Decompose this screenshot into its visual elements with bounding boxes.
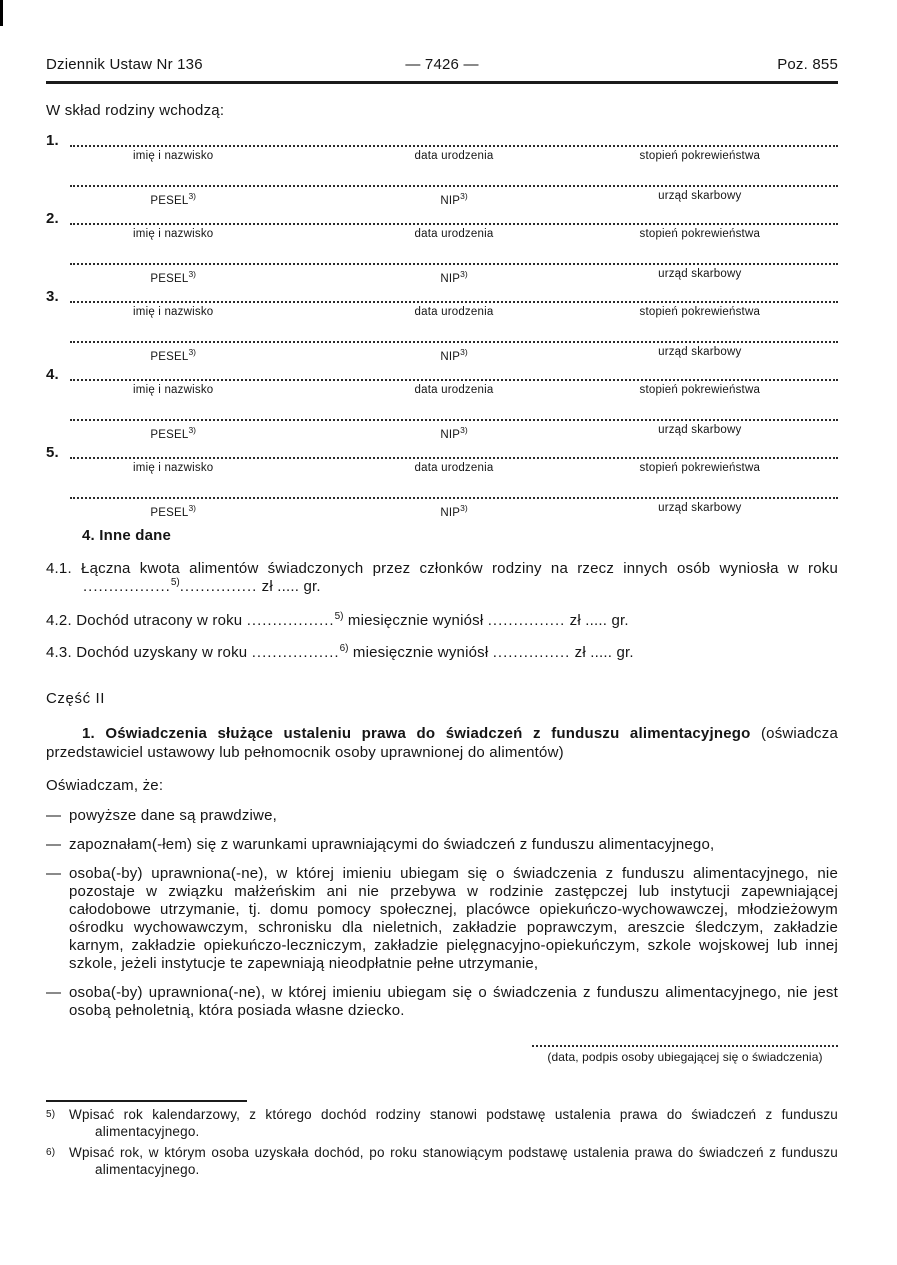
dash-bullet: — bbox=[46, 865, 62, 882]
label-birth-date: data urodzenia bbox=[414, 150, 494, 162]
declaration-item bbox=[46, 984, 838, 1020]
fill-in-amount: ............... bbox=[492, 644, 571, 661]
label-nip: NIP$^{3)}$ bbox=[440, 503, 468, 519]
fill-in-line-person bbox=[70, 370, 838, 381]
label-kinship: stopień pokrewieństwa bbox=[639, 462, 761, 474]
footnote-ref-5: 5) bbox=[170, 577, 180, 588]
fill-in-line-ids bbox=[70, 410, 838, 421]
label-nip: NIP$^{3)}$ bbox=[440, 347, 468, 363]
family-member-entry bbox=[46, 444, 838, 519]
entry-number: 2. bbox=[46, 210, 59, 227]
page-header bbox=[46, 56, 838, 73]
footnotes bbox=[46, 1100, 838, 1178]
scan-edge-artifact bbox=[0, 0, 3, 26]
item-4-3 bbox=[46, 644, 838, 662]
declaration-item bbox=[46, 807, 838, 825]
label-tax-office: urząd skarbowy bbox=[658, 346, 742, 358]
heading-bold-text: 1. Oświadczenia służące ustaleniu prawa do świadczeń z funduszu alimentacyjnego bbox=[82, 725, 751, 742]
fill-in-year: ................. bbox=[246, 612, 335, 629]
label-birth-date: data urodzenia bbox=[414, 462, 494, 474]
dash-bullet: — bbox=[46, 984, 62, 1001]
signature-block bbox=[532, 1036, 838, 1064]
fill-in-amount: ................. bbox=[83, 578, 171, 595]
fill-in-line-person bbox=[70, 448, 838, 459]
item-number: 4.2. bbox=[46, 612, 72, 629]
item-4-1 bbox=[46, 560, 838, 596]
dash-bullet: — bbox=[46, 807, 62, 824]
label-pesel: PESEL$^{3)}$ bbox=[150, 425, 197, 441]
signature-caption: (data, podpis osoby ubiegającej się o świadczenia) bbox=[547, 1050, 823, 1064]
label-kinship: stopień pokrewieństwa bbox=[639, 306, 761, 318]
entry-number: 1. bbox=[46, 132, 59, 149]
item-text: Dochód utracony w roku bbox=[76, 612, 243, 629]
fill-in-line-ids bbox=[70, 488, 838, 499]
fill-in-line-ids bbox=[70, 332, 838, 343]
fill-in-amount: ............... bbox=[179, 578, 258, 595]
label-name-surname: imię i nazwisko bbox=[133, 384, 214, 396]
label-kinship: stopień pokrewieństwa bbox=[639, 384, 761, 396]
fill-in-line-signature bbox=[532, 1036, 838, 1047]
label-pesel: PESEL$^{3)}$ bbox=[150, 191, 197, 207]
currency-text: zł ..... gr. bbox=[574, 644, 634, 661]
label-name-surname: imię i nazwisko bbox=[133, 228, 214, 240]
label-kinship: stopień pokrewieństwa bbox=[639, 228, 761, 240]
family-member-entry bbox=[46, 210, 838, 285]
currency-text: zł ..... gr. bbox=[569, 612, 629, 629]
footnote-ref-6: 6) bbox=[339, 643, 349, 654]
declaration-item bbox=[46, 865, 838, 973]
footnote-6 bbox=[46, 1144, 838, 1178]
entry-number: 5. bbox=[46, 444, 59, 461]
label-tax-office: urząd skarbowy bbox=[658, 190, 742, 202]
fill-in-amount: ............... bbox=[487, 612, 566, 629]
declaration-list bbox=[46, 807, 838, 1020]
label-tax-office: urząd skarbowy bbox=[658, 268, 742, 280]
item-number: 4.3. bbox=[46, 644, 72, 661]
heading-normal-text: (oświadcza przedstawiciel ustawowy lub pełnomocnik osoby uprawnionej do alimentów) bbox=[46, 725, 838, 761]
label-nip: NIP$^{3)}$ bbox=[440, 269, 468, 285]
page-number: — 7426 — bbox=[405, 56, 479, 73]
declaration-text: zapoznałam(-łem) się z warunkami uprawniającymi do świadczeń z funduszu alimentacyjnego, bbox=[69, 836, 715, 853]
label-nip: NIP$^{3)}$ bbox=[440, 425, 468, 441]
declaration-text: osoba(-by) uprawniona(-ne), w której imieniu ubiegam się o świadczenia z funduszu alimentacyjnego, nie pozostaje w związku małżeńskim ani nie przebywa w rodzinie zastępczej lub instytucji zapewniającej całodobowe utrzymanie, tj. domu pomocy społecznej, placówce opiekuńczo-wychowawczej, młodzieżowym ośrodku wychowawczym, schronisku dla nieletnich, zakładzie poprawczym, areszcie śledczym, zakładzie karnym, zakładzie opiekuńczo-leczniczym, zakładzie pielęgnacyjno-opiekuńczym, szkole wojskowej lub innej szkole, jeżeli instytucje te zapewniają nieodpłatnie pełne utrzymanie, bbox=[69, 865, 838, 972]
declaration-text: powyższe dane są prawdziwe, bbox=[69, 807, 278, 824]
label-birth-date: data urodzenia bbox=[414, 384, 494, 396]
item-text: miesięcznie wyniósł bbox=[347, 612, 484, 629]
footnote-marker: 6) bbox=[46, 1147, 56, 1158]
item-text: Dochód uzyskany w roku bbox=[76, 644, 248, 661]
footnote-rule bbox=[46, 1100, 247, 1102]
fill-in-year: ................. bbox=[251, 644, 340, 661]
fill-in-line-person bbox=[70, 136, 838, 147]
item-text: Łączna kwota alimentów świadczonych przez członków rodziny na rzecz innych osób wyniosła w roku bbox=[81, 560, 839, 577]
label-name-surname: imię i nazwisko bbox=[133, 150, 214, 162]
declaration-text: osoba(-by) uprawniona(-ne), w której imieniu ubiegam się o świadczenia z funduszu alimentacyjnego, nie jest osobą pełnoletnią, która posiada własne dziecko. bbox=[69, 984, 838, 1019]
family-member-entry bbox=[46, 288, 838, 363]
header-rule bbox=[46, 81, 838, 84]
family-entries bbox=[46, 132, 838, 519]
label-name-surname: imię i nazwisko bbox=[133, 462, 214, 474]
declaration-item bbox=[46, 836, 838, 854]
journal-title: Dziennik Ustaw Nr 136 bbox=[46, 56, 203, 73]
label-kinship: stopień pokrewieństwa bbox=[639, 150, 761, 162]
label-name-surname: imię i nazwisko bbox=[133, 306, 214, 318]
family-member-entry bbox=[46, 132, 838, 207]
part-2-title: Część II bbox=[46, 690, 105, 707]
section-4-title: 4. Inne dane bbox=[82, 527, 172, 544]
label-pesel: PESEL$^{3)}$ bbox=[150, 269, 197, 285]
entry-number: 4. bbox=[46, 366, 59, 383]
footnote-text: Wpisać rok kalendarzowy, z którego dochód rodziny stanowi podstawę ustalenia prawa do świadczeń z funduszu alimentacyjnego. bbox=[69, 1107, 838, 1139]
entry-number: 3. bbox=[46, 288, 59, 305]
declaration-intro: Oświadczam, że: bbox=[46, 777, 164, 794]
footnote-5 bbox=[46, 1106, 838, 1140]
item-4-2 bbox=[46, 612, 838, 630]
family-member-entry bbox=[46, 366, 838, 441]
fill-in-line-person bbox=[70, 292, 838, 303]
part-2-heading bbox=[46, 724, 838, 762]
label-pesel: PESEL$^{3)}$ bbox=[150, 347, 197, 363]
label-birth-date: data urodzenia bbox=[414, 306, 494, 318]
item-text: miesięcznie wyniósł bbox=[352, 644, 489, 661]
label-tax-office: urząd skarbowy bbox=[658, 502, 742, 514]
fill-in-line-ids bbox=[70, 176, 838, 187]
dash-bullet: — bbox=[46, 836, 62, 853]
footnote-text: Wpisać rok, w którym osoba uzyskała dochód, po roku stanowiącym podstawę ustalenia prawa do świadczeń z funduszu alimentacyjnego. bbox=[69, 1145, 838, 1177]
position-number: Poz. 855 bbox=[777, 56, 838, 73]
fill-in-line-person bbox=[70, 214, 838, 225]
fill-in-line-ids bbox=[70, 254, 838, 265]
item-number: 4.1. bbox=[46, 560, 72, 577]
label-nip: NIP$^{3)}$ bbox=[440, 191, 468, 207]
label-tax-office: urząd skarbowy bbox=[658, 424, 742, 436]
label-birth-date: data urodzenia bbox=[414, 228, 494, 240]
family-intro-text: W skład rodziny wchodzą: bbox=[46, 102, 225, 119]
currency-text: zł ..... gr. bbox=[261, 578, 321, 595]
label-pesel: PESEL$^{3)}$ bbox=[150, 503, 197, 519]
footnote-ref-5: 5) bbox=[334, 611, 344, 622]
footnote-marker: 5) bbox=[46, 1109, 56, 1120]
